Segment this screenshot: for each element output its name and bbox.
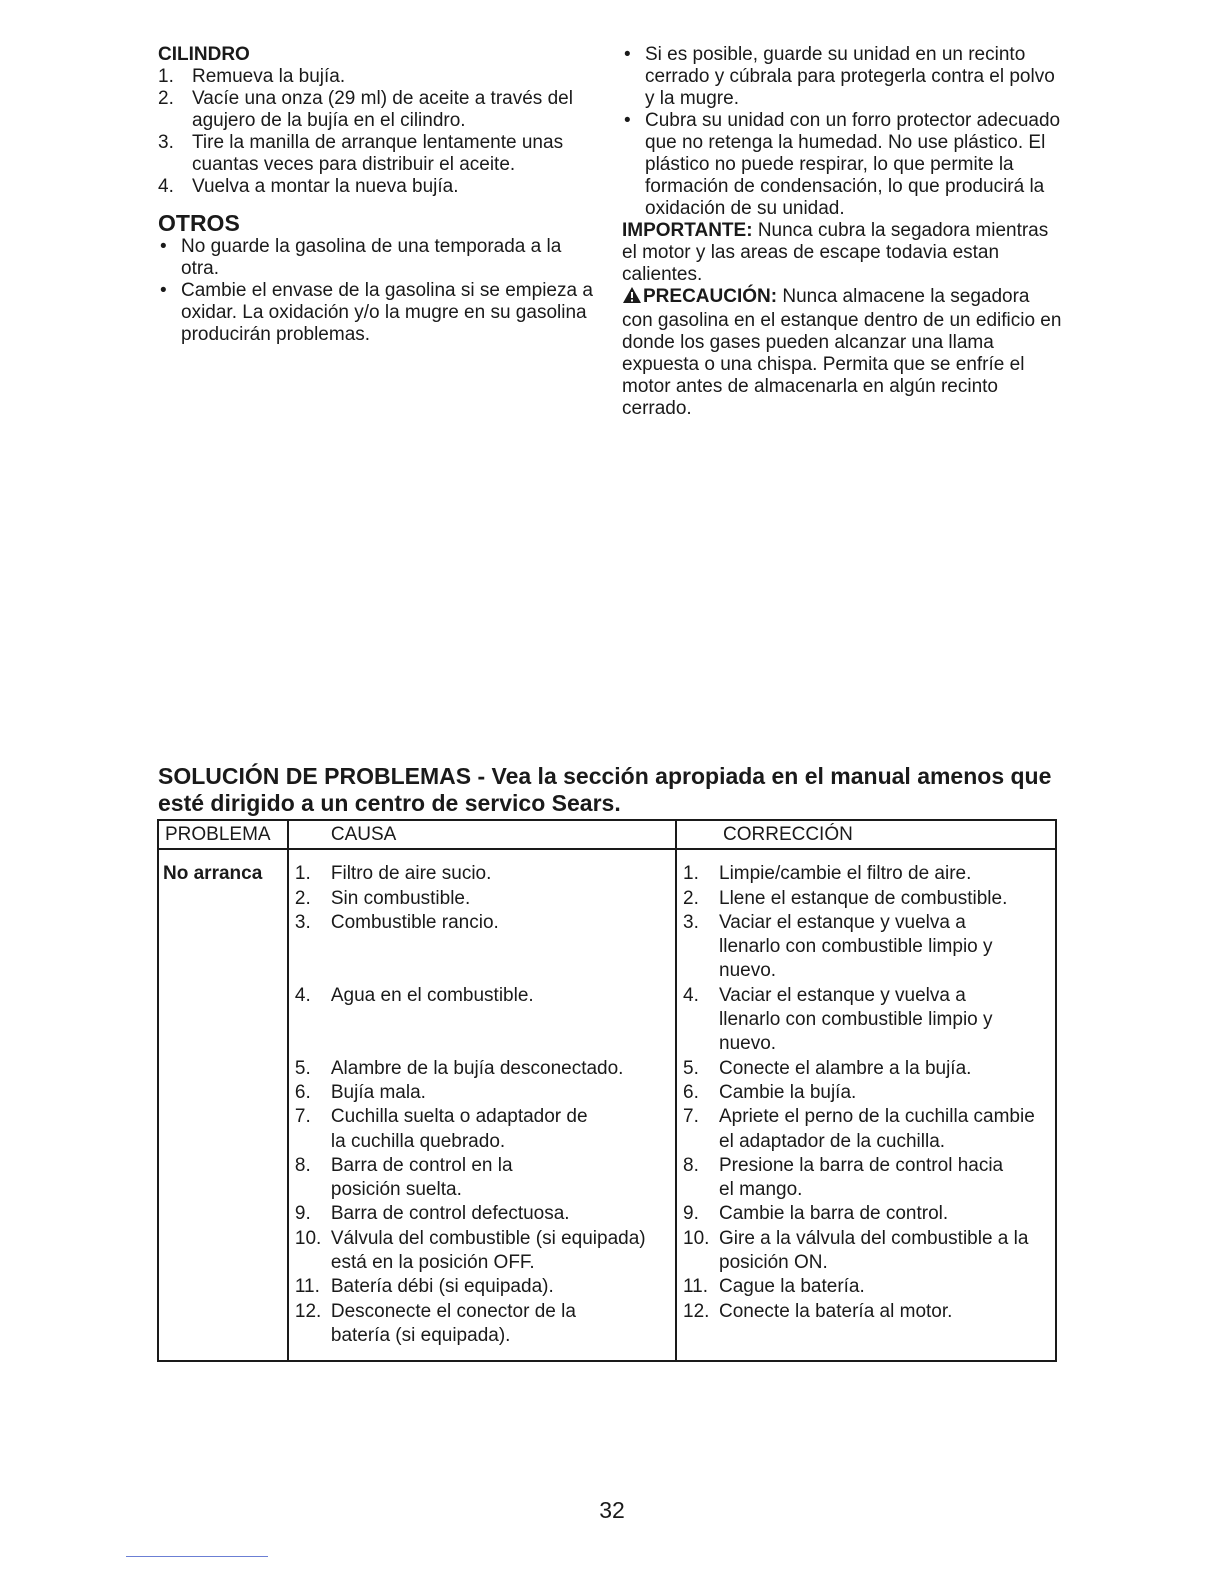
list-item: 4. Vaciar el estanque y vuelva a llenarlo con combustible limpio y nuevo. xyxy=(683,984,993,1055)
list-item: 1. Filtro de aire sucio. xyxy=(294,863,492,885)
list-item: • Cambie el envase de la gasolina si se empieza a oxidar. La oxidación y/o la mugre en su gasolina producirán problemas. xyxy=(160,280,593,345)
list-item: • Cubra su unidad con un forro protector adecuado que no retenga la humedad. No use plástico. El plástico no puede respirar, lo que permite la formación de condensación, lo que producirá la oxidación de su unidad. xyxy=(624,110,1061,219)
list-item: 10. Gire a la válvula del combustible a la posición ON. xyxy=(683,1227,1029,1274)
troubleshooting-title: SOLUCIÓN DE PROBLEMAS - Vea la sección apropiada en el manual amenos que esté dirigido a un centro de servico Sears. xyxy=(158,763,1052,816)
precaucion-label: PRECAUCIÓN: xyxy=(643,286,778,307)
list-item: 3. Vaciar el estanque y vuelva a llenarlo con combustible limpio y nuevo. xyxy=(683,911,993,982)
list-item: 2. Llene el estanque de combustible. xyxy=(683,887,1008,909)
correction-cell xyxy=(676,849,1056,1361)
list-item: 11. Batería débi (si equipada). xyxy=(294,1276,554,1298)
list-item: 7. Apriete el perno de la cuchilla cambie el adaptador de la cuchilla. xyxy=(683,1106,1035,1152)
precaucion-note xyxy=(622,286,1062,420)
list-item: 2. Sin combustible. xyxy=(294,887,471,909)
list-item: 4. Vuelva a montar la nueva bujía. xyxy=(158,176,459,197)
list-item: 11. Cague la batería. xyxy=(683,1276,865,1298)
header-causa: CAUSA xyxy=(288,820,676,849)
list-item: 5. Conecte el alambre a la bujía. xyxy=(683,1057,972,1079)
cause-cell xyxy=(288,849,676,1361)
table-row xyxy=(158,849,1056,1361)
list-item: 5. Alambre de la bujía desconectado. xyxy=(294,1057,624,1079)
cilindro-heading: CILINDRO xyxy=(158,44,250,65)
right-column xyxy=(622,44,1062,420)
header-correccion: CORRECCIÓN xyxy=(676,820,1056,849)
list-item: • Si es posible, guarde su unidad en un recinto cerrado y cúbrala para protegerla contra el polvo y la mugre. xyxy=(624,44,1055,109)
warning-triangle-icon xyxy=(622,286,642,310)
list-item: 7. Cuchilla suelta o adaptador de la cuchilla quebrado. xyxy=(294,1106,588,1152)
list-item: 1. Remueva la bujía. xyxy=(158,66,346,87)
left-column xyxy=(158,44,598,346)
table-header-row xyxy=(158,820,1056,849)
problem-cell: No arranca xyxy=(158,849,288,1361)
list-item: 2. Vacíe una onza (29 ml) de aceite a través del agujero de la bujía en el cilindro. xyxy=(158,88,573,131)
list-item: 9. Cambie la barra de control. xyxy=(683,1203,949,1225)
list-item: • No guarde la gasolina de una temporada a la otra. xyxy=(160,236,562,279)
list-item: 1. Limpie/cambie el filtro de aire. xyxy=(683,863,972,885)
storage-bullets xyxy=(622,44,1062,220)
otros-heading: OTROS xyxy=(158,210,240,236)
otros-bullets xyxy=(158,236,598,346)
list-item: 8. Barra de control en la posición suelta. xyxy=(294,1154,513,1201)
importante-label: IMPORTANTE: xyxy=(622,220,753,241)
list-item: 6. Cambie la bujía. xyxy=(683,1081,857,1103)
list-item: 3. Combustible rancio. xyxy=(294,911,499,933)
precaucion-text: Nunca almacene la segadora con gasolina en el estanque dentro de un edificio en donde los gases pueden alcanzar una llama expuesta o una chispa. Permita que se enfríe el motor antes de almacenarla en algún recinto cerrado. xyxy=(622,286,1062,419)
list-item: 6. Bujía mala. xyxy=(294,1081,426,1103)
header-problema: PROBLEMA xyxy=(158,820,288,849)
troubleshooting-table xyxy=(157,819,1057,1362)
list-item: 4. Agua en el combustible. xyxy=(294,984,534,1006)
cilindro-steps xyxy=(158,66,598,198)
list-item: 10. Válvula del combustible (si equipada) está en la posición OFF. xyxy=(294,1227,646,1274)
list-item: 8. Presione la barra de control hacia el mango. xyxy=(683,1154,1004,1201)
importante-note xyxy=(622,220,1062,286)
list-item: 9. Barra de control defectuosa. xyxy=(294,1203,570,1225)
list-item: 12. Desconecte el conector de la batería (si equipada). xyxy=(294,1300,576,1346)
cause-list xyxy=(295,862,669,1348)
page-number: 32 xyxy=(599,1497,625,1523)
list-item: 12. Conecte la batería al motor. xyxy=(683,1300,953,1322)
correction-list xyxy=(683,862,1049,1324)
list-item: 3. Tire la manilla de arranque lentamente unas cuantas veces para distribuir el aceite. xyxy=(158,132,564,175)
footer-rule xyxy=(126,1556,268,1557)
importante-text: Nunca cubra la segadora mientras el motor y las areas de escape todavia estan calientes. xyxy=(622,220,1049,285)
